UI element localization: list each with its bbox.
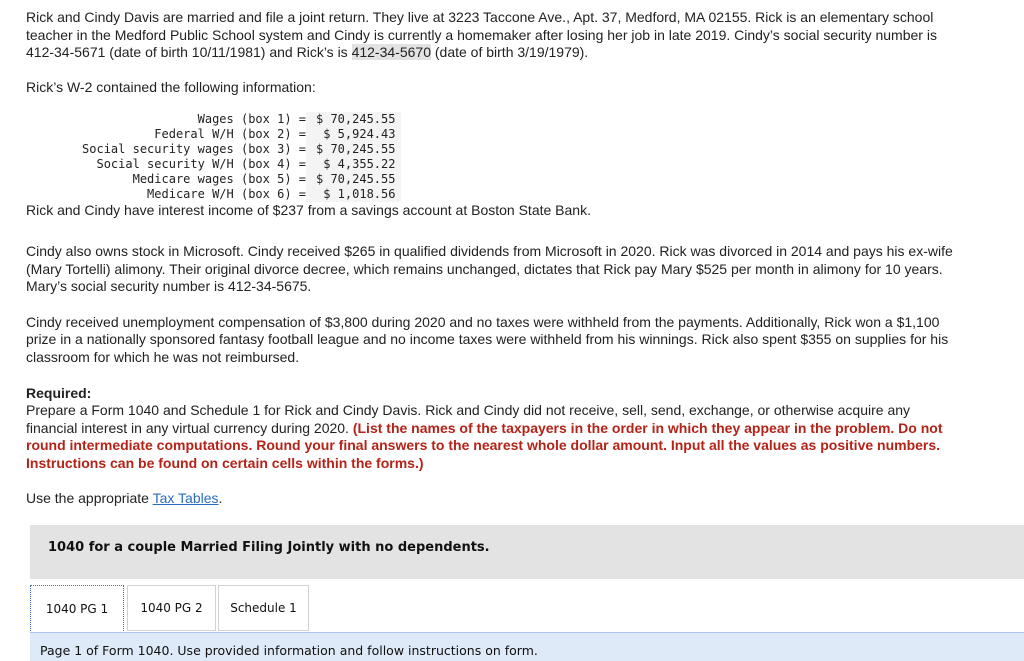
w2-label: Social security W/H (box 4) =	[96, 157, 306, 172]
w2-label: Social security wages (box 3) =	[82, 142, 306, 157]
w2-intro: Rick’s W-2 contained the following information:	[26, 78, 316, 95]
w2-amount: $ 4,355.22	[306, 157, 401, 172]
w2-amount: $ 70,245.55	[306, 142, 401, 157]
use-tables-suffix: .	[218, 489, 223, 506]
intro-paragraph	[26, 9, 956, 62]
tab-1040-pg-2[interactable]: 1040 PG 2	[127, 585, 216, 631]
w2-label: Federal W/H (box 2) =	[154, 127, 306, 142]
rick-ssn-highlight: 412-34-5670	[351, 44, 431, 61]
required-paragraph	[26, 402, 956, 472]
w2-row	[26, 172, 956, 187]
w2-table	[26, 112, 956, 202]
tax-tables-link[interactable]: Tax Tables	[152, 489, 219, 506]
use-tables-prefix: Use the appropriate	[26, 489, 153, 506]
form-header-panel	[30, 525, 1024, 579]
required-text: Prepare a Form 1040 and Schedule 1 for Rick and Cindy Davis. Rick and Cindy did not receive, sell, send, exchange, or otherwise acquire any financial interest in any virtual currency during 2020.	[26, 402, 911, 436]
use-tables-line	[26, 490, 956, 508]
w2-row	[26, 112, 956, 127]
w2-amount: $ 70,245.55	[306, 172, 401, 187]
instruction-bar	[30, 632, 1024, 661]
problem-content	[26, 9, 956, 507]
w2-row	[26, 142, 956, 157]
required-title: Required:	[26, 384, 92, 401]
stock-paragraph: Cindy also owns stock in Microsoft. Cindy received $265 in qualified dividends from Microsoft in 2020. Rick was divorced in 2014 and pays his ex-wife (Mary Tortelli) alimony. Their original divorce decree, which remains unchanged, dictates that Rick pay Mary $525 per month in alimony for 10 years. Mary’s social security number is 412-34-5675.	[26, 242, 953, 295]
w2-amount: $ 1,018.56	[306, 187, 401, 202]
intro-text-before: Rick and Cindy Davis are married and file a joint return. They live at 3223 Taccone Ave., Apt. 37, Medford, MA 02155. Rick is an elementary school teacher in the Medford Public School system and Cindy is currently a homemaker after losing her job in late 2019. Cindy’s social security number is 412-34-5671 (date of birth 10/11/1981) and Rick’s is	[26, 9, 937, 61]
intro-text-after: (date of birth 3/19/1979).	[430, 44, 589, 61]
required-instructions: (List the names of the taxpayers in the order in which they appear in the problem. Do not round intermediate computations. Round your final answers to the nearest whole dollar amount. Input all the values as positive numbers. Instructions can be found on certain cells within the forms.)	[26, 419, 943, 471]
w2-label: Medicare W/H (box 6) =	[147, 187, 306, 202]
tab-1040-pg-1[interactable]: 1040 PG 1	[30, 585, 124, 631]
w2-row	[26, 187, 956, 202]
interest-paragraph: Rick and Cindy have interest income of $237 from a savings account at Boston State Bank.	[26, 202, 591, 219]
w2-row	[26, 157, 956, 172]
unemployment-paragraph: Cindy received unemployment compensation of $3,800 during 2020 and no taxes were withheld from the payments. Additionally, Rick won a $1,100 prize in a nationally sponsored fantasy football league and no income taxes were withheld from his winnings. Rick also spent $355 on supplies for his classroom for which he was not reimbursed.	[26, 313, 949, 365]
w2-amount: $ 5,924.43	[306, 127, 401, 142]
w2-amount: $ 70,245.55	[306, 112, 401, 127]
form-tabs	[30, 579, 1024, 633]
tab-schedule-1[interactable]: Schedule 1	[218, 585, 309, 631]
w2-label: Medicare wages (box 5) =	[132, 172, 306, 187]
w2-label: Wages (box 1) =	[197, 112, 306, 127]
panel-title: 1040 for a couple Married Filing Jointly with no dependents.	[48, 540, 490, 555]
w2-row	[26, 127, 956, 142]
instruction-text: Page 1 of Form 1040. Use provided information and follow instructions on form.	[40, 643, 538, 658]
